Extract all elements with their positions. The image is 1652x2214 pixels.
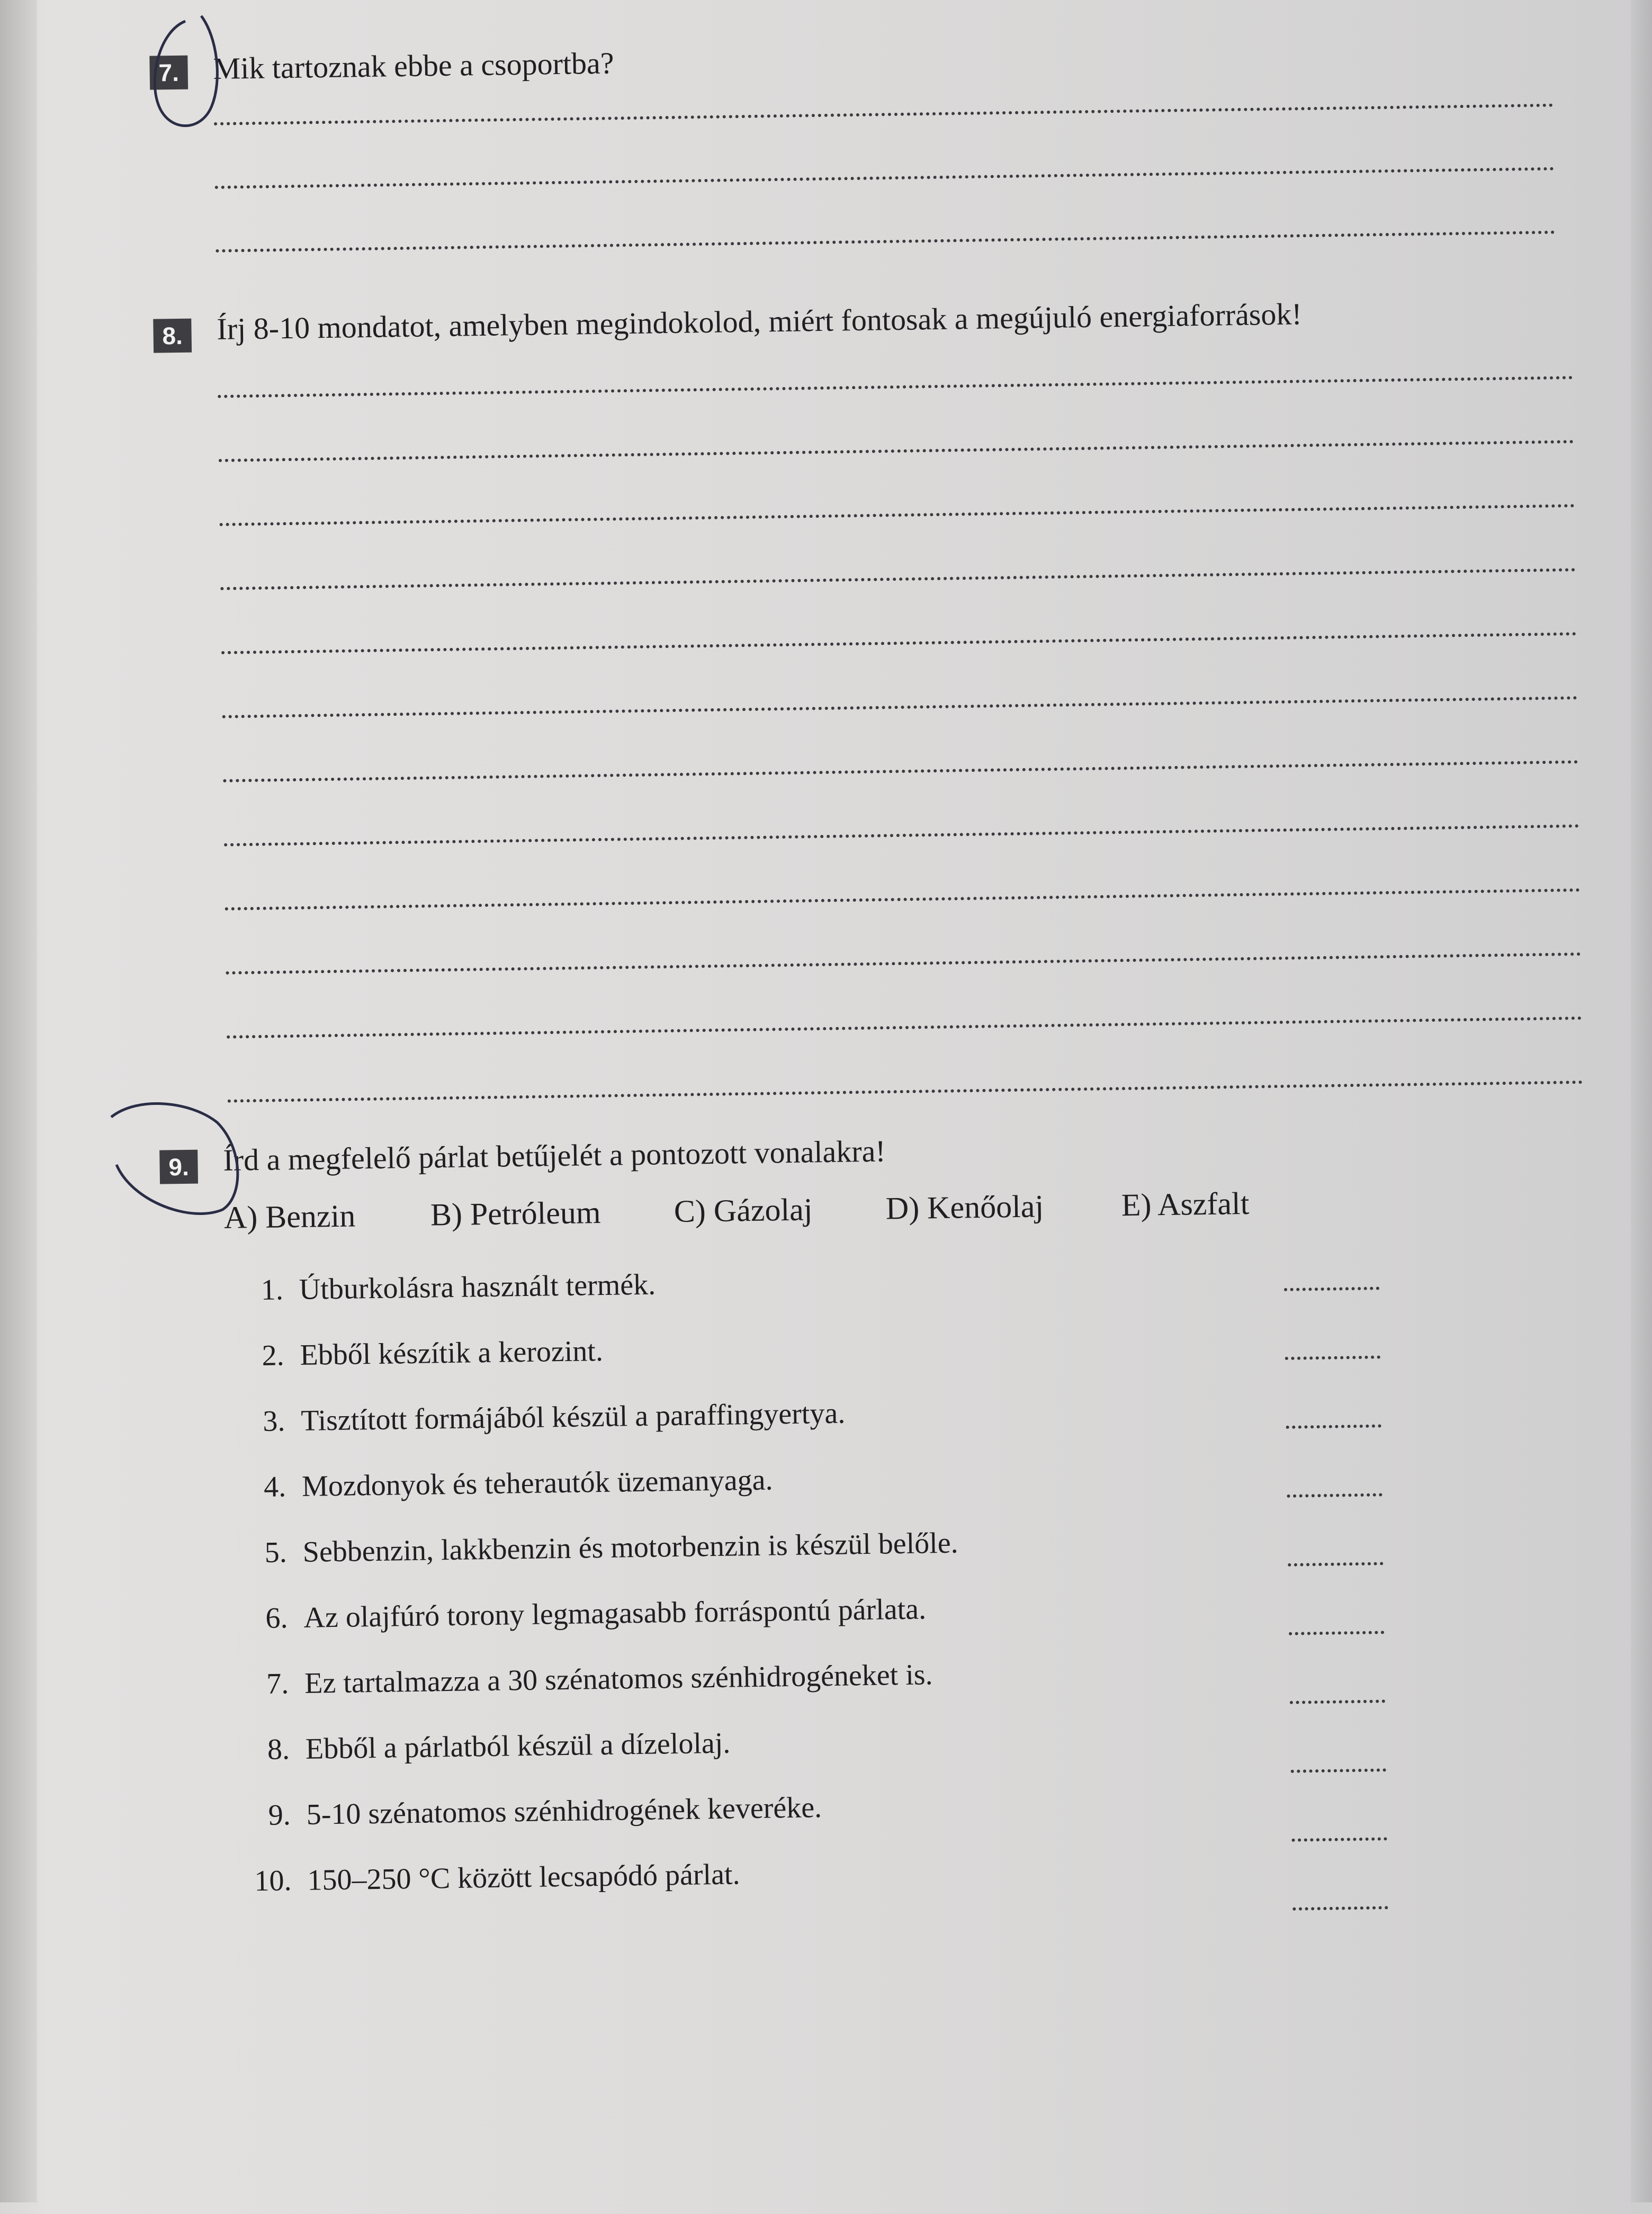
item-number: 1.: [261, 1273, 284, 1307]
question-item: [233, 1857, 740, 1898]
task-7-number: 7.: [149, 56, 188, 90]
question-item: [227, 1397, 846, 1439]
item-text: 5-10 szénatomos szénhidrogének keveréke.: [306, 1791, 822, 1831]
item-number: 7.: [266, 1667, 289, 1700]
answer-blank[interactable]: [1284, 1286, 1379, 1291]
option-d: D) Kenőolaj: [885, 1189, 1044, 1226]
task-8-number: 8.: [153, 319, 192, 353]
answer-line[interactable]: [214, 104, 1554, 125]
fraction-options: [223, 1184, 1336, 1242]
answer-line[interactable]: [216, 231, 1555, 253]
item-number: 9.: [268, 1798, 291, 1832]
item-text: Ebből a párlatból készül a dízelolaj.: [305, 1726, 731, 1766]
answer-blank[interactable]: [1292, 1906, 1388, 1911]
item-text: Sebbenzin, lakkbenzin és motorbenzin is készül belőle.: [302, 1526, 959, 1569]
answer-line[interactable]: [225, 888, 1581, 911]
answer-line[interactable]: [227, 1016, 1582, 1039]
question-item: [229, 1592, 926, 1635]
answer-blank[interactable]: [1291, 1768, 1386, 1773]
question-item: [228, 1526, 958, 1570]
item-number: 5.: [264, 1536, 288, 1569]
task-8-prompt: Írj 8-10 mondatot, amelyben megindokolod, miért fontosak a megújuló energiaforrások!: [217, 296, 1303, 346]
item-number: 4.: [263, 1470, 286, 1504]
answer-line[interactable]: [221, 632, 1577, 654]
question-item: [225, 1268, 656, 1308]
item-text: Mozdonyok és teherautók üzemanyaga.: [301, 1463, 773, 1503]
item-text: Ebből készítik a kerozint.: [300, 1334, 604, 1372]
option-e: E) Aszfalt: [1121, 1185, 1250, 1223]
answer-line[interactable]: [215, 167, 1555, 189]
answer-line[interactable]: [218, 376, 1573, 398]
answer-line[interactable]: [223, 760, 1578, 782]
item-number: 3.: [262, 1405, 285, 1438]
question-item: [231, 1726, 731, 1767]
answer-line[interactable]: [228, 1081, 1583, 1103]
item-text: Útburkolásra használt termék.: [299, 1268, 656, 1306]
answer-line[interactable]: [226, 952, 1581, 975]
answer-blank[interactable]: [1287, 1493, 1382, 1498]
item-number: 10.: [254, 1864, 292, 1898]
answer-blank[interactable]: [1290, 1699, 1385, 1704]
item-text: Tisztított formájából készül a paraffingyertya.: [300, 1397, 846, 1437]
question-item: [228, 1463, 773, 1504]
item-text: 150–250 °C között lecsapódó párlat.: [307, 1858, 740, 1897]
answer-line[interactable]: [224, 824, 1579, 847]
answer-blank[interactable]: [1286, 1424, 1381, 1429]
question-item: [232, 1790, 822, 1833]
question-item: [226, 1334, 603, 1373]
answer-line[interactable]: [220, 568, 1576, 590]
item-number: 2.: [262, 1339, 285, 1372]
item-number: 8.: [267, 1733, 290, 1766]
item-text: Az olajfúró torony legmagasabb forráspontú párlata.: [303, 1592, 927, 1634]
answer-blank[interactable]: [1288, 1562, 1383, 1567]
option-b: B) Petróleum: [430, 1194, 601, 1232]
answer-blank[interactable]: [1289, 1631, 1384, 1635]
answer-line[interactable]: [220, 504, 1575, 526]
item-text: Ez tartalmazza a 30 szénatomos szénhidrogéneket is.: [304, 1658, 933, 1700]
option-a: A) Benzin: [223, 1198, 356, 1235]
answer-blank[interactable]: [1285, 1355, 1380, 1360]
task-7-prompt: Mik tartoznak ebbe a csoportba?: [213, 46, 614, 86]
answer-line[interactable]: [222, 696, 1578, 718]
item-number: 6.: [265, 1601, 288, 1635]
task-9-number: 9.: [159, 1150, 198, 1184]
question-item: [230, 1658, 933, 1702]
option-c: C) Gázolaj: [674, 1192, 813, 1229]
task-9-prompt: Írd a megfelelő párlat betűjelét a pontozott vonalakra!: [222, 1133, 886, 1177]
answer-line[interactable]: [219, 440, 1574, 462]
answer-blank[interactable]: [1292, 1837, 1387, 1842]
